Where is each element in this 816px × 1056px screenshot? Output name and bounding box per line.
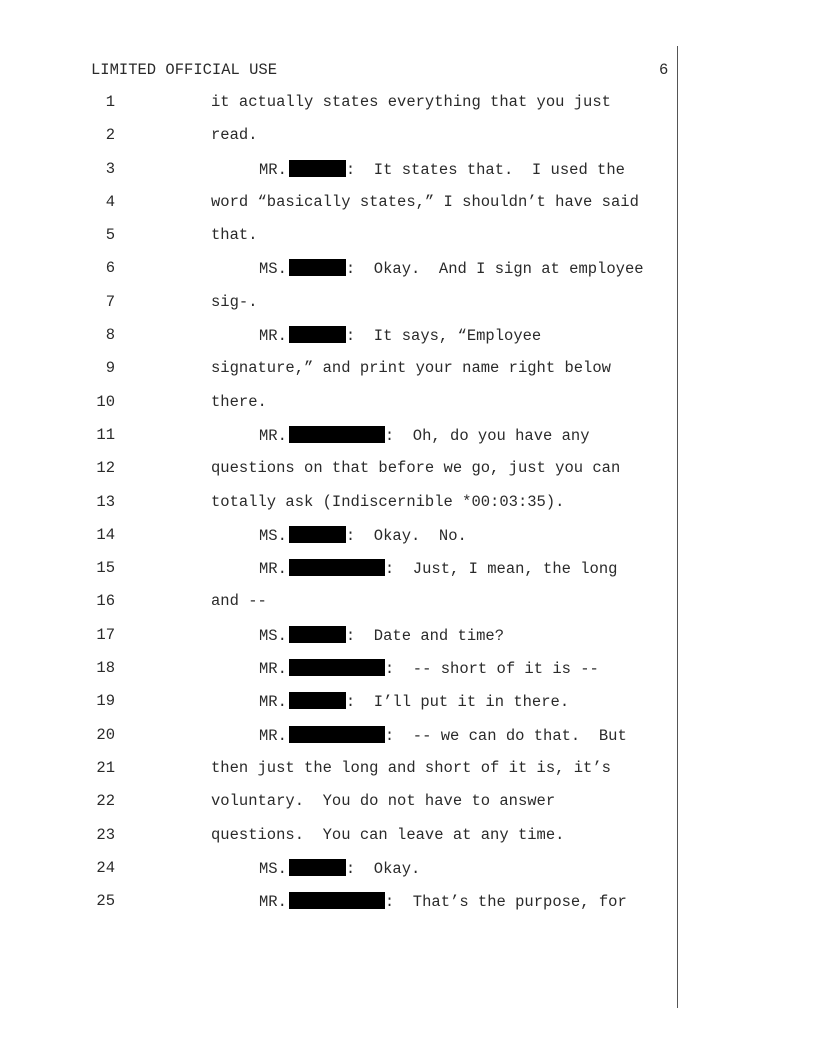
redacted-name: [289, 559, 385, 576]
line-number: 8: [105, 326, 115, 345]
transcript-line: [0, 759, 816, 792]
speaker-title: MS.: [259, 859, 287, 878]
transcript-line: [0, 692, 816, 725]
redacted-name: [289, 859, 346, 876]
transcript-line: [0, 226, 816, 259]
speaker-line-text: [259, 326, 541, 345]
line-number: 22: [96, 792, 115, 811]
line-content: sig-.: [211, 292, 258, 311]
redacted-name: [289, 659, 385, 676]
line-content: word “basically states,” I shouldn’t have said: [211, 192, 639, 211]
line-text: [211, 493, 564, 511]
transcript-line: [0, 726, 816, 759]
transcript-line: [0, 826, 816, 859]
speaker-line-text: [259, 692, 569, 711]
transcript-line: [0, 93, 816, 126]
speaker-title: MR.: [259, 327, 287, 346]
line-number: 4: [105, 192, 115, 211]
redacted-name: [289, 160, 346, 177]
line-number: 5: [105, 226, 115, 245]
transcript-line: [0, 592, 816, 625]
line-content: that.: [211, 226, 258, 245]
line-number: 12: [96, 459, 115, 478]
line-content: : Okay. No.: [345, 526, 467, 545]
speaker-title: MR.: [259, 426, 287, 445]
line-number: 3: [105, 159, 115, 178]
line-content: there.: [211, 392, 267, 411]
line-content: : -- short of it is --: [384, 660, 599, 679]
line-text: [211, 592, 267, 610]
speaker-line-text: [259, 659, 599, 678]
redacted-name: [289, 526, 346, 543]
transcript-line: [0, 160, 816, 193]
line-content: it actually states everything that you just: [211, 93, 611, 111]
line-content: : It states that. I used the: [345, 160, 625, 179]
speaker-title: MS.: [259, 526, 287, 545]
line-number: 15: [96, 559, 115, 578]
speaker-title: MS.: [259, 260, 287, 279]
line-content: then just the long and short of it is, it’s: [211, 758, 611, 777]
transcript-line: [0, 426, 816, 459]
transcript-line: [0, 193, 816, 226]
line-number: 17: [96, 625, 115, 644]
line-number: 23: [96, 825, 115, 844]
speaker-line-text: [259, 426, 590, 445]
line-content: : I’ll put it in there.: [345, 693, 570, 712]
transcript-line: [0, 393, 816, 426]
line-content: voluntary. You do not have to answer: [211, 792, 556, 811]
redacted-name: [289, 892, 385, 909]
transcript-line: [0, 293, 816, 326]
transcript-line: [0, 559, 816, 592]
line-number: 13: [96, 492, 115, 511]
line-content: and --: [211, 592, 267, 611]
line-content: : Oh, do you have any: [384, 426, 590, 445]
line-text: [211, 759, 611, 777]
redacted-name: [289, 326, 346, 343]
line-text: [211, 93, 611, 111]
line-number: 7: [105, 292, 115, 311]
line-text: [211, 792, 555, 810]
page-number: 6: [659, 61, 669, 79]
speaker-line-text: [259, 160, 625, 179]
transcript-line: [0, 659, 816, 692]
speaker-line-text: [259, 259, 644, 278]
speaker-title: MR.: [259, 560, 287, 579]
line-content: : Okay. And I sign at employee: [345, 260, 644, 279]
line-number: 11: [96, 425, 115, 444]
line-text: [211, 126, 258, 144]
line-text: [211, 826, 564, 844]
transcript-line: [0, 326, 816, 359]
line-content: : It says, “Employee: [345, 327, 542, 346]
transcript-line: [0, 259, 816, 292]
line-text: [211, 359, 611, 377]
line-content: read.: [211, 126, 258, 145]
line-content: questions on that before we go, just you can: [211, 459, 621, 478]
line-content: : That’s the purpose, for: [384, 893, 627, 912]
line-content: : Just, I mean, the long: [384, 560, 618, 579]
line-number: 24: [96, 858, 115, 877]
speaker-line-text: [259, 626, 504, 645]
line-content: : Date and time?: [345, 626, 505, 645]
line-number: 21: [96, 758, 115, 777]
line-number: 9: [105, 359, 115, 378]
line-text: [211, 193, 639, 211]
redacted-name: [289, 259, 346, 276]
speaker-title: MR.: [259, 693, 287, 712]
transcript-line: [0, 526, 816, 559]
speaker-title: MR.: [259, 726, 287, 745]
line-content: questions. You can leave at any time.: [211, 825, 565, 844]
line-text: [211, 459, 620, 477]
speaker-line-text: [259, 726, 627, 745]
speaker-line-text: [259, 526, 467, 545]
transcript-line: [0, 859, 816, 892]
transcript-line: [0, 359, 816, 392]
line-text: [211, 226, 258, 244]
redacted-name: [289, 726, 385, 743]
transcript-line: [0, 493, 816, 526]
line-number: 18: [96, 659, 115, 678]
transcript-line: [0, 892, 816, 925]
line-number: 6: [105, 259, 115, 278]
transcript-line: [0, 792, 816, 825]
transcript-line: [0, 626, 816, 659]
speaker-line-text: [259, 859, 420, 878]
transcript-body: [0, 93, 816, 925]
transcript-line: [0, 126, 816, 159]
line-text: [211, 293, 258, 311]
line-number: 10: [96, 392, 115, 411]
line-content: : Okay.: [345, 859, 421, 878]
speaker-title: MR.: [259, 893, 287, 912]
line-number: 14: [96, 525, 115, 544]
line-number: 1: [105, 93, 115, 111]
classification-marking: LIMITED OFFICIAL USE: [91, 61, 278, 79]
line-number: 20: [96, 725, 115, 744]
line-content: : -- we can do that. But: [384, 726, 627, 745]
speaker-line-text: [259, 892, 627, 911]
speaker-title: MS.: [259, 626, 287, 645]
redacted-name: [289, 626, 346, 643]
speaker-title: MR.: [259, 160, 287, 179]
line-text: [211, 393, 267, 411]
line-number: 19: [96, 692, 115, 711]
transcript-line: [0, 459, 816, 492]
redacted-name: [289, 426, 385, 443]
line-number: 16: [96, 592, 115, 611]
speaker-title: MR.: [259, 660, 287, 679]
line-number: 25: [96, 892, 115, 911]
speaker-line-text: [259, 559, 617, 578]
redacted-name: [289, 692, 346, 709]
line-content: totally ask (Indiscernible *00:03:35).: [211, 492, 565, 511]
line-number: 2: [105, 126, 115, 145]
line-content: signature,” and print your name right below: [211, 359, 611, 378]
